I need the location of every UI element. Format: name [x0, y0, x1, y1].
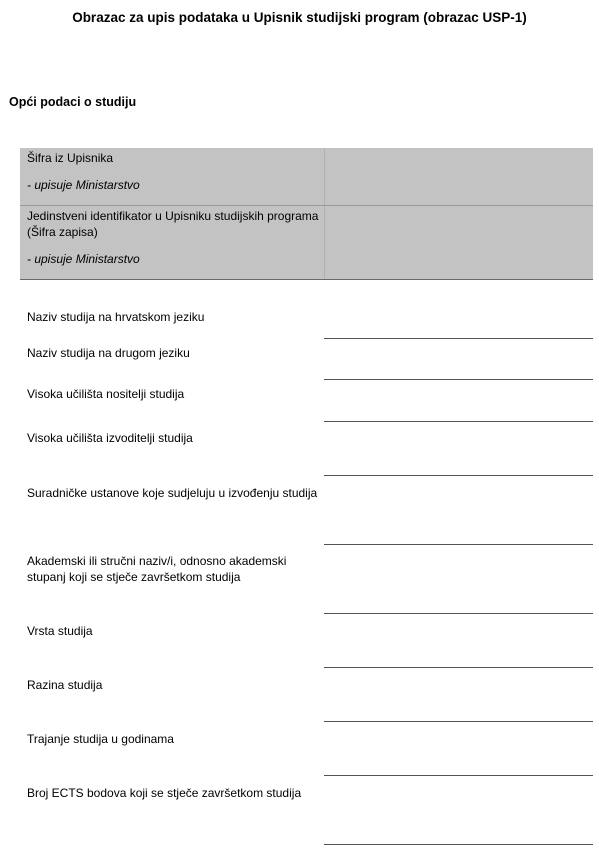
section-title: Opći podaci o studiju [9, 95, 137, 109]
document-title: Obrazac za upis podataka u Upisnik studijski program (obrazac USP-1) [72, 10, 527, 25]
field-underline [324, 613, 593, 614]
ministry-row-divider [20, 205, 593, 206]
unique-identifier-label: Jedinstveni identifikator u Upisniku studijskih programa (Šifra zapisa) [27, 209, 319, 239]
field-label: Broj ECTS bodova koji se stječe završetkom studija [27, 786, 302, 800]
field-underline [324, 544, 593, 545]
field-label: Trajanje studija u godinama [27, 732, 174, 746]
field-label: Akademski ili stručni naziv/i, odnosno akademski stupanj koji se stječe završetkom studija [27, 554, 287, 584]
field-label: Visoka učilišta nositelji studija [27, 387, 185, 401]
ministry-block-bottom-border [20, 279, 593, 280]
field-underline [324, 338, 593, 339]
field-underline [324, 475, 593, 476]
upisnik-code-label: Šifra iz Upisnika [27, 151, 114, 165]
field-underline [324, 775, 593, 776]
field-underline [324, 421, 593, 422]
field-underline [324, 721, 593, 722]
upisnik-code-note: - upisuje Ministarstvo [27, 178, 140, 192]
unique-identifier-note: - upisuje Ministarstvo [27, 252, 140, 266]
field-label: Razina studija [27, 678, 103, 692]
field-label: Visoka učilišta izvoditelji studija [27, 431, 193, 445]
field-underline [324, 379, 593, 380]
field-label: Naziv studija na drugom jeziku [27, 346, 190, 360]
ministry-block-column-divider [324, 148, 325, 280]
field-underline [324, 667, 593, 668]
field-label: Vrsta studija [27, 624, 93, 638]
field-label: Naziv studija na hrvatskom jeziku [27, 310, 205, 324]
field-underline [324, 844, 593, 845]
field-label: Suradničke ustanove koje sudjeluju u izvođenju studija [27, 486, 318, 500]
